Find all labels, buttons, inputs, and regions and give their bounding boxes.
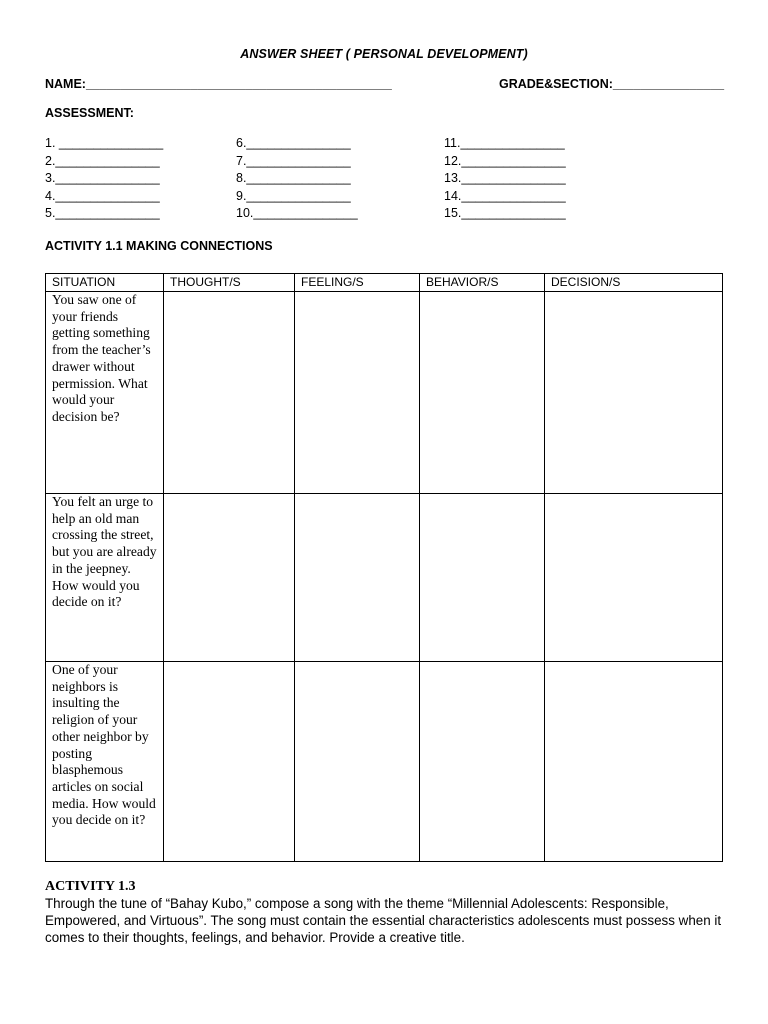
answer-line[interactable]: 10._______________ (236, 206, 358, 221)
activity-1-1-heading: ACTIVITY 1.1 MAKING CONNECTIONS (45, 239, 273, 253)
page-title: ANSWER SHEET ( PERSONAL DEVELOPMENT) (240, 47, 528, 61)
table-row (46, 292, 723, 494)
answer-line[interactable]: 13._______________ (444, 171, 566, 186)
assessment-label: ASSESSMENT: (45, 106, 134, 120)
thought-cell[interactable] (164, 494, 295, 662)
behavior-cell[interactable] (420, 662, 545, 862)
answer-line[interactable]: 5._______________ (45, 206, 160, 221)
table-row (46, 662, 723, 862)
answer-column-2 (236, 135, 358, 223)
behavior-cell[interactable] (420, 494, 545, 662)
name-field[interactable]: NAME:____________________________________________ (45, 77, 392, 91)
feeling-cell[interactable] (295, 292, 420, 494)
thought-cell[interactable] (164, 662, 295, 862)
answer-line[interactable]: 12._______________ (444, 153, 566, 168)
activity-1-3-instructions: Through the tune of “Bahay Kubo,” compose a song with the theme “Millennial Adolescents: Responsible, Empowered, and Virtuous”. The song must contain the essential characteristics adolescents must possess when it comes to their thoughts, feelings, and behavior. Provide a creative title. (45, 896, 722, 945)
column-header-situation: SITUATION (46, 274, 164, 292)
situation-cell: You felt an urge to help an old man crossing the street, but you are already in the jeepney. How would you decide on it? (46, 494, 164, 662)
answer-line[interactable]: 2._______________ (45, 153, 160, 168)
decision-cell[interactable] (545, 494, 723, 662)
activity-1-3-heading: ACTIVITY 1.3 (45, 879, 136, 894)
answer-line[interactable]: 6._______________ (236, 136, 351, 150)
column-header-thoughts: THOUGHT/S (164, 274, 295, 292)
feeling-cell[interactable] (295, 494, 420, 662)
answer-line[interactable]: 8._______________ (236, 171, 351, 186)
answer-line[interactable]: 9._______________ (236, 188, 351, 203)
column-header-decisions: DECISION/S (545, 274, 723, 292)
decision-cell[interactable] (545, 662, 723, 862)
situation-cell: You saw one of your friends getting something from the teacher’s drawer without permission. What would your decision be? (46, 292, 164, 494)
feeling-cell[interactable] (295, 662, 420, 862)
column-header-feelings: FEELING/S (295, 274, 420, 292)
answer-line[interactable]: 1. _______________ (45, 136, 164, 150)
answer-line[interactable]: 14._______________ (444, 188, 566, 203)
answer-line[interactable]: 7._______________ (236, 153, 351, 168)
decision-cell[interactable] (545, 292, 723, 494)
answer-column-1 (45, 135, 163, 223)
thought-cell[interactable] (164, 292, 295, 494)
column-header-behaviors: BEHAVIOR/S (420, 274, 545, 292)
table-row (46, 494, 723, 662)
grade-section-field[interactable]: GRADE&SECTION:________________ (499, 77, 725, 91)
connections-table (45, 273, 723, 862)
answer-column-3 (444, 135, 566, 223)
answer-line[interactable]: 4._______________ (45, 188, 160, 203)
answer-line[interactable]: 3._______________ (45, 171, 160, 186)
answer-line[interactable]: 15._______________ (444, 206, 566, 221)
behavior-cell[interactable] (420, 292, 545, 494)
situation-cell: One of your neighbors is insulting the religion of your other neighbor by posting blasphemous articles on social media. How would you decide on it? (46, 662, 164, 862)
answer-line[interactable]: 11._______________ (444, 136, 565, 150)
